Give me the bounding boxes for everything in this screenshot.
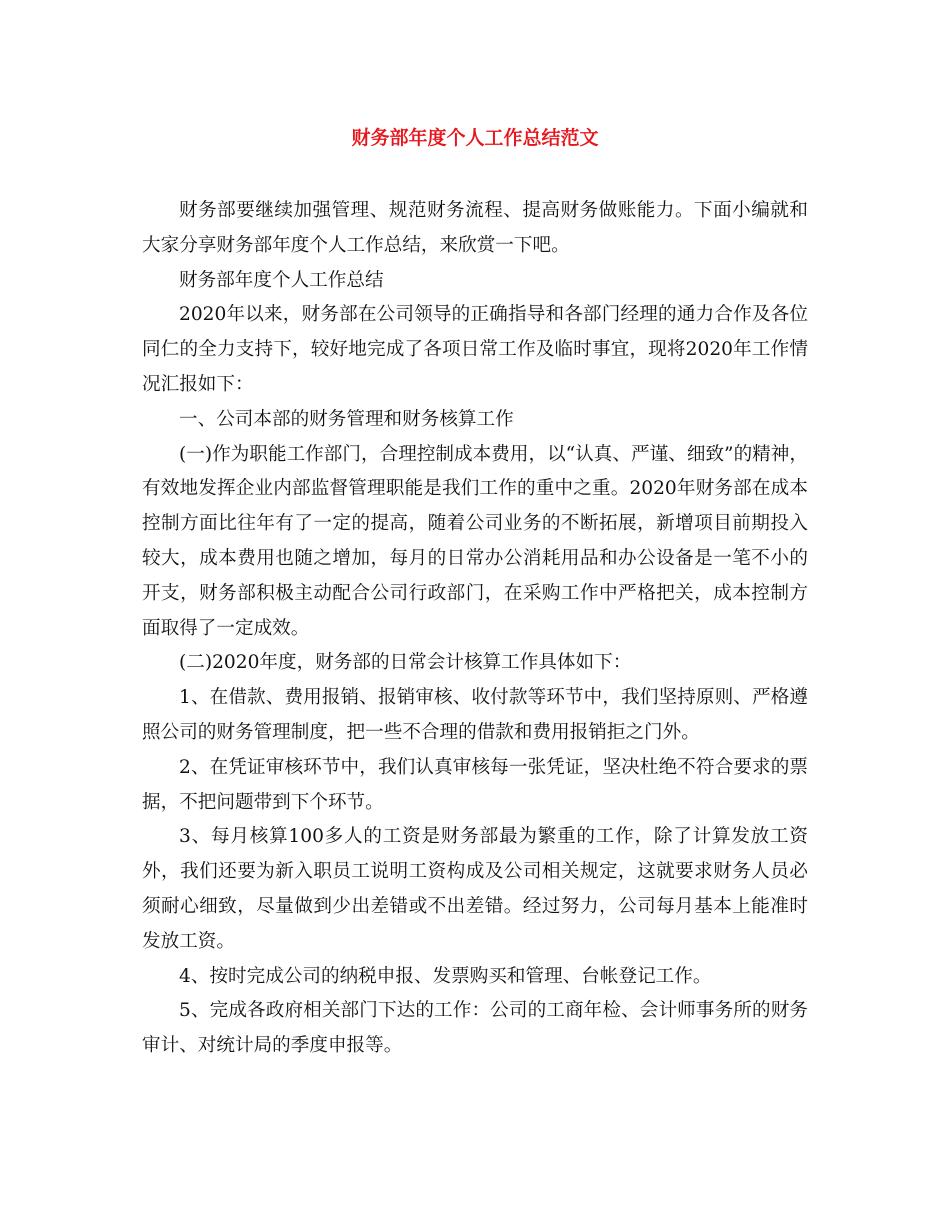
list-item-2: 2、在凭证审核环节中，我们认真审核每一张凭证，坚决杜绝不符合要求的票据，不把问题带到下个环节。 (142, 756, 808, 813)
paragraph-overview: 2020年以来，财务部在公司领导的正确指导和各部门经理的通力合作及各位同仁的全力支持下，较好地完成了各项日常工作及临时事宜，现将2020年工作情况汇报如下： (142, 304, 808, 395)
list-item-5: 5、完成各政府相关部门下达的工作：公司的工商年检、会计师事务所的财务审计、对统计局的季度申报等。 (142, 1000, 808, 1057)
document-title: 财务部年度个人工作总结范文 (351, 127, 599, 149)
paragraph-subtitle: 财务部年度个人工作总结 (179, 269, 384, 291)
paragraph-cost-control: (一)作为职能工作部门，合理控制成本费用，以“认真、严谨、细致”的精神，有效地发挥企业内部监督管理职能是我们工作的重中之重。2020年财务部在成本控制方面比往年有了一定的提高，随着公司业务的不断拓展，新增项目前期投入较大，成本费用也随之增加，每月的日常办公消耗用品和办公设备是一笔不小的开支，财务部积极主动配合公司行政部门，在采购工作中严格把关，成本控制方面取得了一定成效。 (142, 443, 808, 639)
list-item-1: 1、在借款、费用报销、报销审核、收付款等环节中，我们坚持原则、严格遵照公司的财务管理制度，把一些不合理的借款和费用报销拒之门外。 (142, 687, 808, 743)
list-item-4: 4、按时完成公司的纳税申报、发票购买和管理、台帐登记工作。 (179, 965, 712, 987)
document-body (142, 194, 808, 1064)
paragraph-accounting-intro: (二)2020年度，财务部的日常会计核算工作具体如下： (179, 652, 632, 674)
paragraph-intro: 财务部要继续加强管理、规范财务流程、提高财务做账能力。下面小编就和大家分享财务部年度个人工作总结，来欣赏一下吧。 (142, 200, 808, 256)
section-heading-1: 一、公司本部的财务管理和财务核算工作 (179, 408, 514, 430)
list-item-3: 3、每月核算100多人的工资是财务部最为繁重的工作，除了计算发放工资外，我们还要为新入职员工说明工资构成及公司相关规定，这就要求财务人员必须耐心细致，尽量做到少出差错或不出差错。经过努力，公司每月基本上能准时发放工资。 (142, 826, 808, 952)
